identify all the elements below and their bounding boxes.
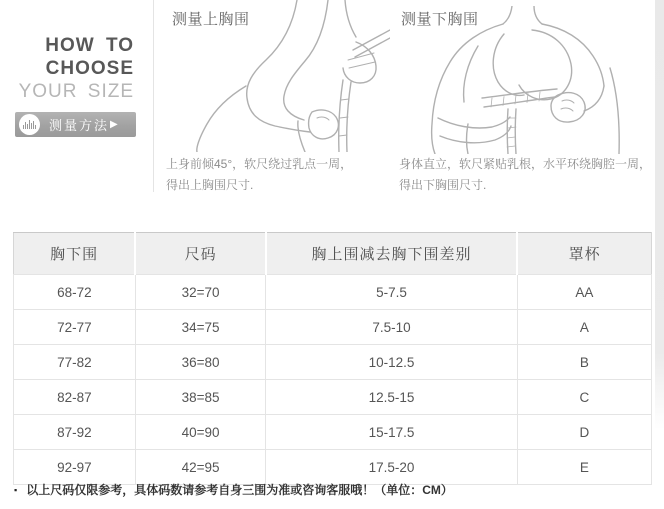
table-cell: AA	[517, 275, 651, 310]
caption-upper-bust	[166, 154, 396, 196]
under-bust-illustration	[412, 6, 658, 154]
measuring-tape-icon	[19, 114, 40, 135]
table-cell: 12.5-15	[266, 380, 517, 415]
table-cell: 72-77	[14, 310, 136, 345]
measure-method-label: 测量方法	[49, 118, 110, 133]
caption-under-bust-line2: 得出下胸围尺寸.	[399, 178, 487, 192]
section-title-under-bust: 测量下胸围	[401, 11, 479, 28]
caption-under-bust	[399, 154, 664, 196]
table-header-cell: 胸下围	[14, 233, 136, 275]
table-cell: 17.5-20	[266, 450, 517, 485]
table-cell: A	[517, 310, 651, 345]
table-cell: 68-72	[14, 275, 136, 310]
footnote	[14, 481, 453, 498]
table-cell: 15-17.5	[266, 415, 517, 450]
upper-bust-illustration	[193, 0, 390, 152]
arrow-right-icon: ▶	[110, 119, 118, 130]
size-table-head	[14, 233, 652, 275]
table-row	[14, 380, 652, 415]
table-cell: 10-12.5	[266, 345, 517, 380]
measuring-tape-icon-glyph	[23, 119, 36, 130]
caption-upper-bust-line1: 上身前倾45°，软尺绕过乳点一周，	[166, 157, 353, 171]
footnote-text: 以上尺码仅限参考，具体码数请参考自身三围为准或咨询客服哦！（单位：CM）	[26, 483, 453, 497]
table-cell: 34=75	[135, 310, 265, 345]
table-header-cell: 罩杯	[517, 233, 651, 275]
table-row	[14, 450, 652, 485]
brand-line-choose: CHOOSE	[45, 58, 134, 79]
table-cell: 42=95	[135, 450, 265, 485]
table-cell: C	[517, 380, 651, 415]
table-header-cell: 胸上围减去胸下围差别	[266, 233, 517, 275]
brand-heading	[0, 34, 134, 103]
measure-method-banner	[15, 112, 136, 137]
size-table-body	[14, 275, 652, 485]
table-cell: E	[517, 450, 651, 485]
table-cell: 77-82	[14, 345, 136, 380]
table-cell: D	[517, 415, 651, 450]
table-cell: 82-87	[14, 380, 136, 415]
table-row	[14, 310, 652, 345]
table-row	[14, 345, 652, 380]
table-cell: B	[517, 345, 651, 380]
brand-line-your-size: YOUR SIZE	[18, 81, 134, 102]
table-cell: 87-92	[14, 415, 136, 450]
caption-under-bust-line1: 身体直立，软尺紧贴乳根，水平环绕胸腔一周，	[399, 157, 652, 171]
bullet-icon: ▪	[14, 485, 18, 495]
table-row	[14, 415, 652, 450]
size-table	[13, 232, 652, 485]
table-cell: 5-7.5	[266, 275, 517, 310]
table-cell: 92-97	[14, 450, 136, 485]
table-cell: 36=80	[135, 345, 265, 380]
table-cell: 32=70	[135, 275, 265, 310]
table-cell: 40=90	[135, 415, 265, 450]
table-cell: 38=85	[135, 380, 265, 415]
section-title-upper-bust: 测量上胸围	[172, 11, 250, 28]
vertical-divider	[153, 0, 154, 192]
caption-upper-bust-line2: 得出上胸围尺寸.	[166, 178, 254, 192]
brand-line-how-to: HOW TO	[45, 35, 134, 56]
table-header-cell: 尺码	[135, 233, 265, 275]
table-row	[14, 275, 652, 310]
table-header-row	[14, 233, 652, 275]
table-cell: 7.5-10	[266, 310, 517, 345]
